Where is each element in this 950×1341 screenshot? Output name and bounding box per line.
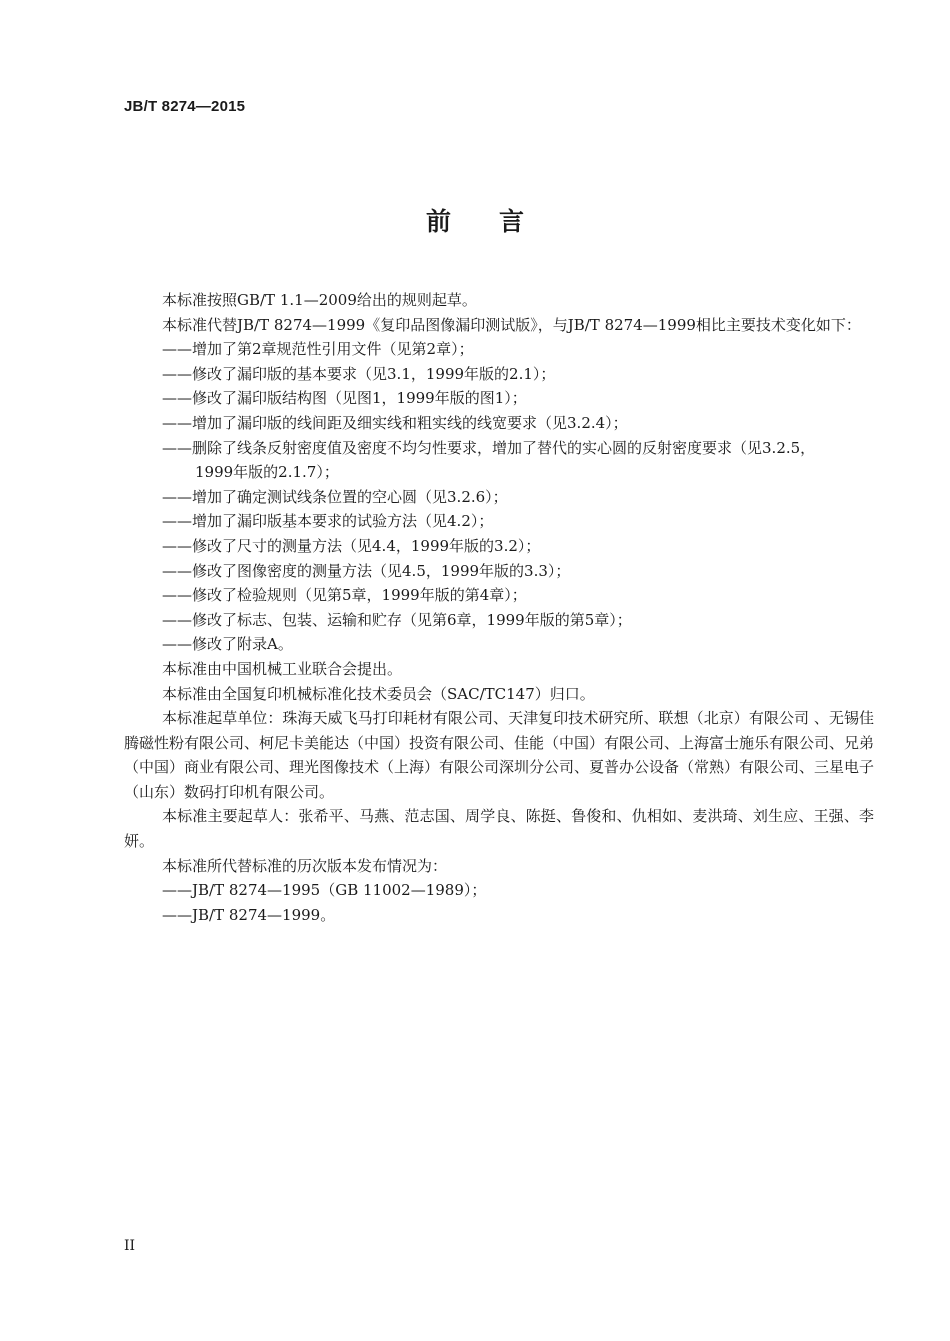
change-item: ——删除了线条反射密度值及密度不均匀性要求，增加了替代的实心圆的反射密度要求（见3.2.5， — [162, 438, 816, 457]
paragraph: 本标准由全国复印机械标准化技术委员会（SAC/TC147）归口。 — [162, 684, 595, 703]
change-item: ——修改了图像密度的测量方法（见4.5，1999年版的3.3）； — [162, 561, 571, 580]
paragraph: 本标准按照GB/T 1.1—2009给出的规则起草。 — [162, 291, 477, 309]
paragraph: 本标准由中国机械工业联合会提出。 — [162, 659, 403, 678]
paragraph: 本标准代替JB/T 8274—1999《复印品图像漏印测试版》，与JB/T 8274—1999相比主要技术变化如下： — [162, 315, 861, 334]
history-item: ——JB/T 8274—1995（GB 11002—1989）； — [162, 881, 487, 900]
change-item: ——修改了尺寸的测量方法（见4.4，1999年版的3.2）； — [162, 536, 541, 555]
drafting-units: 本标准起草单位：珠海天威飞马打印耗材有限公司、天津复印技术研究所、联想（北京）有限公司 、无锡佳腾磁性粉有限公司、柯尼卡美能达（中国）投资有限公司、佳能（中国）有限公司、上海富士施乐有限公司、兄弟（中国）商业有限公司、理光图像技术（上海）有限公司深圳分公司、夏普办公设备（常熟）有限公司、三星电子（山东）数码打印机有限公司。 — [124, 709, 875, 801]
page-title: 前言 — [425, 207, 572, 236]
standard-code: JB/T 8274—2015 — [124, 98, 246, 115]
change-item: ——修改了标志、包装、运输和贮存（见第6章，1999年版的第5章）； — [162, 610, 632, 629]
change-item: ——增加了漏印版基本要求的试验方法（见4.2）； — [162, 512, 494, 531]
change-item: ——增加了确定测试线条位置的空心圆（见3.2.6）； — [162, 487, 508, 506]
foreword-body — [124, 288, 875, 927]
change-item: ——修改了漏印版的基本要求（见3.1，1999年版的2.1）； — [162, 364, 556, 383]
history-item: ——JB/T 8274—1999。 — [162, 905, 336, 924]
change-item: ——增加了第2章规范性引用文件（见第2章）； — [162, 340, 474, 359]
change-item: ——修改了检验规则（见第5章，1999年版的第4章）； — [162, 586, 527, 605]
change-item: ——修改了附录A。 — [162, 635, 293, 654]
main-drafters: 本标准主要起草人：张希平、马燕、范志国、周学良、陈挺、鲁俊和、仇相如、麦洪琦、刘生应、王强、李妍。 — [124, 807, 874, 851]
change-item-continuation: 1999年版的2.1.7）； — [195, 463, 339, 482]
page-number: II — [124, 1238, 136, 1254]
change-item: ——增加了漏印版的线间距及细实线和粗实线的线宽要求（见3.2.4）； — [162, 413, 628, 432]
change-item: ——修改了漏印版结构图（见图1，1999年版的图1）； — [162, 389, 527, 408]
history-intro: 本标准所代替标准的历次版本发布情况为： — [162, 856, 448, 875]
